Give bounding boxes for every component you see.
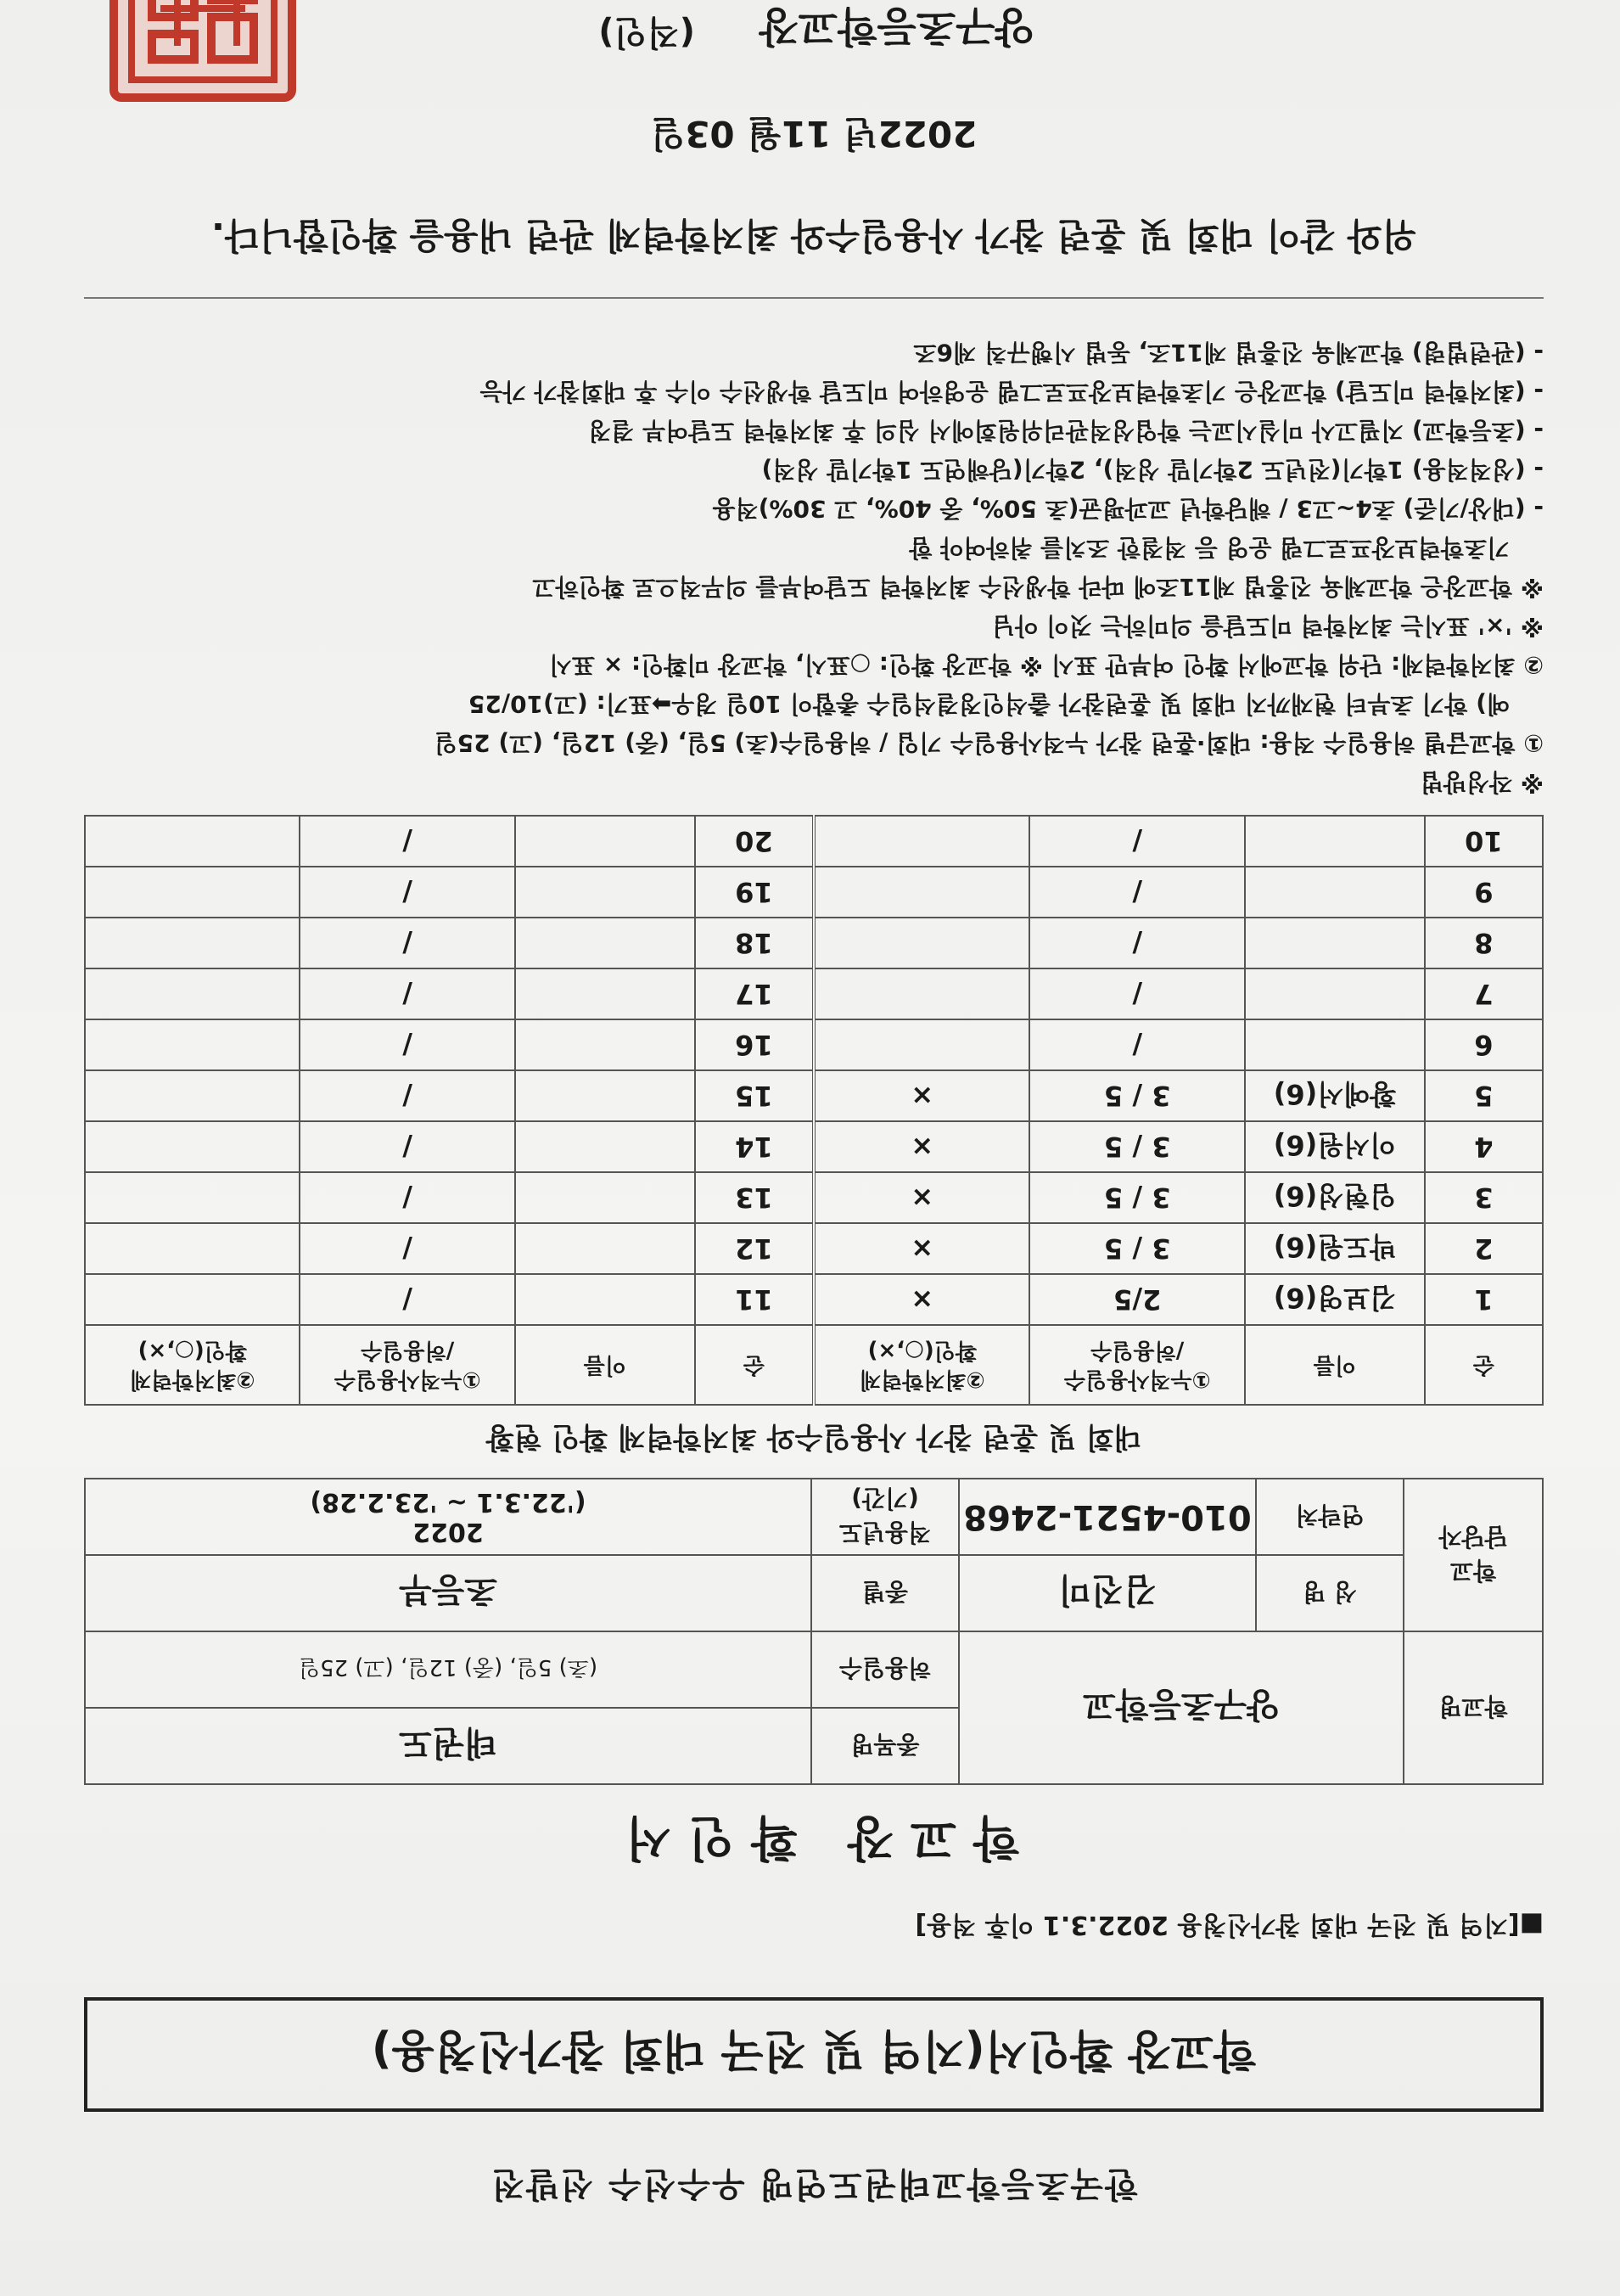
cell-name	[1245, 1019, 1425, 1070]
cell-used: /	[300, 1274, 514, 1325]
contact-value: 010-4521-2468	[963, 1497, 1252, 1536]
cell-seq: 5	[1425, 1070, 1543, 1121]
principal-name: 양구초등학교장	[759, 3, 1034, 50]
table-row	[85, 1019, 1543, 1070]
manager-label: 학교 담당자	[1404, 1479, 1543, 1631]
cell-seq: 11	[695, 1274, 814, 1325]
cell-check	[85, 1070, 300, 1121]
cell-name: 황예서(6)	[1245, 1070, 1425, 1121]
col-check: ②최저학력제 확인(○,×)	[814, 1325, 1029, 1405]
cell-check	[814, 918, 1029, 968]
cell-used: /	[1030, 816, 1245, 867]
cell-check: ×	[814, 1070, 1029, 1121]
col-check-right: ②최저학력제 확인(○,×)	[85, 1325, 300, 1405]
note-line: - (초등학교) 지필고사 미실시교는 학업성적관리위원회에서 심의 후 최저학력 도달여부 결정	[588, 417, 1544, 445]
cell-name	[515, 1172, 695, 1223]
year-value: 2022 ('22.3.1 ~ '23.2.28)	[85, 1479, 811, 1555]
note-line: ① 학교급별 허용일수 적용: 대회·훈련 참가 누적사용일수 기입 / 허용일수(초) 5일, (중) 12일, (고) 25일	[434, 729, 1544, 757]
event-name: 태권도	[85, 1708, 811, 1784]
table-row	[85, 918, 1543, 968]
cell-check	[85, 1019, 300, 1070]
level-label: 종별	[811, 1555, 959, 1631]
athlete-table	[84, 815, 1544, 1406]
cell-name	[1245, 918, 1425, 968]
cell-check	[814, 968, 1029, 1019]
cell-name: 이서원(6)	[1245, 1121, 1425, 1172]
cell-check: ×	[814, 1172, 1029, 1223]
cell-name	[515, 1121, 695, 1172]
note-line: ※ 작성방법	[1420, 768, 1544, 796]
cell-name	[515, 1070, 695, 1121]
cell-used: 3 / 5	[1030, 1121, 1245, 1172]
section-title: 대회 및 훈련 참가 사용일수와 최저학력제 확인 현황	[485, 1420, 1142, 1454]
allowed-days-value: (초) 5일, (중) 12일, (고) 25일	[85, 1631, 811, 1708]
table-row	[85, 1172, 1543, 1223]
cell-check: ×	[814, 1223, 1029, 1274]
note-line: - (관련법령) 학교체육 진흥법 제11조, 동법 시행규칙 제6조	[913, 339, 1544, 367]
year-label: 적용년도 (기간)	[811, 1479, 959, 1555]
application-note: ■[지역 및 전국 대회 참가신청용 2022.3.1 이후 적용]	[915, 1910, 1544, 1940]
cell-check	[85, 816, 300, 867]
cell-check: ×	[814, 1274, 1029, 1325]
cell-used: /	[300, 816, 514, 867]
col-name: 이름	[1245, 1325, 1425, 1405]
cell-seq: 12	[695, 1223, 814, 1274]
cell-used: /	[1030, 867, 1245, 918]
contact-cell	[959, 1479, 1404, 1555]
cell-name: 김보영(6)	[1245, 1274, 1425, 1325]
cell-name	[515, 816, 695, 867]
cell-check: ×	[814, 1121, 1029, 1172]
cell-used: /	[300, 968, 514, 1019]
cell-seq: 1	[1425, 1274, 1543, 1325]
issue-date: 2022년 11월 03일	[650, 113, 978, 154]
seal-pattern-icon	[118, 0, 288, 93]
table-row	[85, 816, 1543, 867]
note-line: - (성적적용) 1학기(전년도 2학기말 성적), 2학기(당해연도 1학기말 성적)	[761, 456, 1544, 484]
cell-seq: 2	[1425, 1223, 1543, 1274]
cell-name	[1245, 816, 1425, 867]
form-title: 학교장 확인서	[608, 1810, 1020, 1865]
school-info-table	[84, 1478, 1544, 1785]
cell-check	[85, 918, 300, 968]
cell-name	[1245, 968, 1425, 1019]
cell-name	[1245, 867, 1425, 918]
cell-used: /	[1030, 1019, 1245, 1070]
col-used-right: ①누적사용일수 /허용일수	[300, 1325, 514, 1405]
cell-check	[85, 1274, 300, 1325]
cell-used: /	[300, 918, 514, 968]
note-line: 기초학력보장프로그램 운영 등 적절한 조치를 취하여야 함	[909, 534, 1510, 562]
table-row	[85, 968, 1543, 1019]
col-seq-right: 순	[695, 1325, 814, 1405]
cell-used: /	[1030, 918, 1245, 968]
cell-used: /	[300, 1121, 514, 1172]
cell-seq: 3	[1425, 1172, 1543, 1223]
col-used: ①누적사용일수 /허용일수	[1030, 1325, 1245, 1405]
cell-seq: 18	[695, 918, 814, 968]
cell-name	[515, 918, 695, 968]
note-line: ※ 학교장은 학교체육 진흥법 제11조에 따라 학생선수 최저학력 도달여부를 의무적으로 확인하고	[532, 573, 1544, 601]
table-row	[85, 1070, 1543, 1121]
cell-seq: 15	[695, 1070, 814, 1121]
cell-used: /	[300, 1223, 514, 1274]
cell-name	[515, 867, 695, 918]
cell-seq: 20	[695, 816, 814, 867]
cell-used: 2/5	[1030, 1274, 1245, 1325]
cell-name	[515, 1274, 695, 1325]
cell-check	[814, 1019, 1029, 1070]
level-value: 초등부	[85, 1555, 811, 1631]
note-line: 예) 학기 초부터 현재까지 대회 및 훈련참가 출석인정결석일수 총합이 10일 경우➡표기: (고)10/25	[468, 690, 1510, 718]
cell-seq: 4	[1425, 1121, 1543, 1172]
cell-check	[85, 968, 300, 1019]
manager-name-cell	[959, 1555, 1404, 1631]
cell-seq: 8	[1425, 918, 1543, 968]
seal-label: (직인)	[598, 13, 695, 52]
cell-used: 3 / 5	[1030, 1172, 1245, 1223]
school-name: 양구초등학교	[959, 1631, 1404, 1784]
note-line: ② 최저학력제: 단위 학교에서 확인 여부만 표시 ※ 학교장 확인: ○표시, 학교장 미확인: × 표시	[548, 651, 1544, 679]
note-line: - (최저학력 미도달) 학교장은 기초학력보장프로그램 운영하여 미도달 학생선수 이수 후 대회참가 가능	[479, 378, 1544, 406]
contact-label: 연락처	[1256, 1479, 1403, 1554]
table-row	[85, 1274, 1543, 1325]
cell-used: 3 / 5	[1030, 1070, 1245, 1121]
cell-seq: 16	[695, 1019, 814, 1070]
cell-check	[85, 1223, 300, 1274]
page-content	[84, 0, 1544, 2245]
official-seal-icon	[109, 0, 296, 102]
cell-check	[814, 816, 1029, 867]
cell-used: /	[300, 1019, 514, 1070]
cell-name: 임현성(6)	[1245, 1172, 1425, 1223]
cell-seq: 6	[1425, 1019, 1543, 1070]
instructions	[84, 333, 1544, 801]
cell-check	[85, 867, 300, 918]
cell-seq: 17	[695, 968, 814, 1019]
cell-seq: 14	[695, 1121, 814, 1172]
cell-name	[515, 968, 695, 1019]
cell-name	[515, 1223, 695, 1274]
confirmation-text: 위와 같이 대회 및 훈련 참가 사용일수와 최저학력제 관련 내용을 확인합니다.	[84, 212, 1544, 299]
allowed-days-label: 허용일수	[811, 1631, 959, 1708]
table-row	[85, 867, 1543, 918]
cell-check	[85, 1172, 300, 1223]
note-line: - (대상/기준) 초4~고3 / 해당학년 교과평균(초 50%, 중 40%, 고 30%)적용	[712, 495, 1544, 523]
cell-name: 박도원(6)	[1245, 1223, 1425, 1274]
cell-seq: 19	[695, 867, 814, 918]
table-row	[85, 1121, 1543, 1172]
cell-used: /	[300, 1070, 514, 1121]
col-name-right: 이름	[515, 1325, 695, 1405]
athlete-rows	[85, 816, 1543, 1325]
cell-check	[85, 1121, 300, 1172]
cell-seq: 7	[1425, 968, 1543, 1019]
school-label: 학교명	[1404, 1631, 1543, 1784]
document-title: 학교장 확인서(지역 및 전국 대회 참가신청용)	[84, 1997, 1544, 2112]
cell-used: /	[1030, 968, 1245, 1019]
cell-seq: 10	[1425, 816, 1543, 867]
cell-name	[515, 1019, 695, 1070]
cell-seq: 9	[1425, 867, 1543, 918]
cell-check	[814, 867, 1029, 918]
cell-used: /	[300, 1172, 514, 1223]
signature-row	[84, 0, 1544, 76]
cell-used: /	[300, 867, 514, 918]
name-label: 성 명	[1256, 1556, 1403, 1631]
org-title: 한국초등학교태권도연맹 우수선수 선발전	[490, 2164, 1138, 2203]
col-seq: 순	[1425, 1325, 1543, 1405]
table-row	[85, 1223, 1543, 1274]
event-label: 종목명	[811, 1708, 959, 1784]
note-line: ※ '×' 표시는 최저학력 미도달을 의미하는 것이 아님	[992, 612, 1544, 640]
cell-used: 3 / 5	[1030, 1223, 1245, 1274]
manager-name: 김진미	[1058, 1570, 1157, 1610]
cell-seq: 13	[695, 1172, 814, 1223]
